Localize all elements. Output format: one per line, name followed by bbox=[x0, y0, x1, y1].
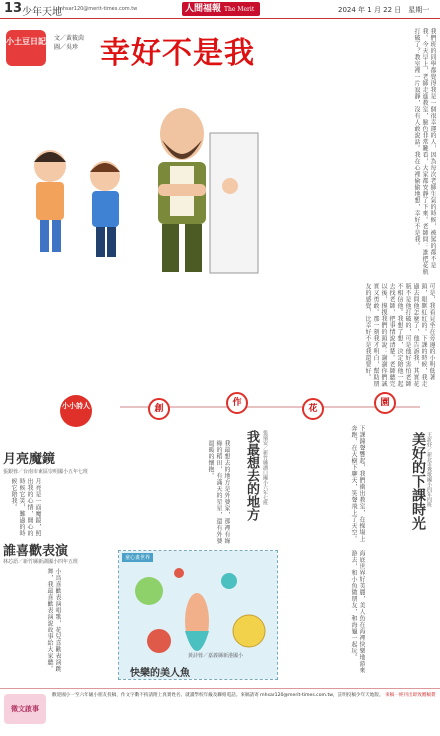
issue-date: 2024 年 1 月 22 日 星期一 bbox=[338, 6, 430, 14]
poem-like-body: 小鳥喜歡表演唱歌，花兒喜歡表演跳舞，我最喜歡表演說故事給大家聽。 bbox=[46, 568, 61, 672]
poem-place-byline: 張瑞安／新竹縣湖口國小六年七班 bbox=[262, 430, 268, 505]
poem-place-title: 我最想去的地方 bbox=[244, 430, 259, 521]
drawing-caption: 快樂的美人魚 bbox=[130, 668, 190, 679]
drawing-section-tag: 童心畫世界 bbox=[122, 553, 153, 562]
logo-chinese: 人間福報 bbox=[185, 4, 222, 14]
story-text-upper: 我們班的同學都覺得我是一個很幸運的人，因為每次老師生氣的時候，被罵的都不是我。今天早上，老師走進教室，臉色非常難看，大家都安靜了下來。老師問：誰把花瓶打破了？教室裡一片寂靜，沒有人敢說話。我在心裡偷偷地想，幸好不是我。 bbox=[413, 28, 436, 275]
poem-like-title: 誰喜歡表演 bbox=[3, 544, 69, 559]
story-byline: 文／黃筱茵 圖／吳珍 bbox=[54, 35, 91, 51]
diary-badge: 小土豆日記 bbox=[6, 30, 46, 66]
poem-moon-byline: 張銀蓉／台南市東區崇明國小五年七班 bbox=[3, 469, 89, 475]
logo-english: The Merit Times bbox=[182, 6, 255, 28]
poem-moon-body: 月亮是一面魔鏡，照出我的心情，開心的時候它笑，難過的時候它陪我。 bbox=[10, 478, 41, 537]
footer-notice bbox=[52, 692, 436, 699]
young-poets-badge: 小小詩人 bbox=[60, 395, 92, 427]
mermaid-drawing bbox=[118, 550, 278, 680]
story-text-lower: 可是，我看見坐在旁邊的小明低著頭，眼眶紅紅的。下課的時候，我走過去問他怎麼了，他告訴我，其實花瓶不是他打破的，可是他好害怕老師不相信他。我想了想，決定陪他一起去找老師，把事情說清楚。老師聽完以後，摸摸我們的頭說：謝謝你們誠實又勇敢。那一刻我才明白，幫助朋友的感覺，比幸好不是我還要好。 bbox=[364, 283, 435, 387]
garden-chip-2: 作 bbox=[226, 392, 248, 414]
section-email: mhsar120@merit-times.com.tw bbox=[58, 6, 138, 12]
footer-highlight: 來稿一經刊出即致贈稿費 bbox=[385, 693, 436, 698]
poem-moon-title: 月亮魔鏡 bbox=[3, 452, 56, 467]
poem-time-title: 美好的下課時光 bbox=[410, 432, 426, 530]
story-title: 幸好不是我 bbox=[100, 36, 255, 71]
page-number: 13 bbox=[4, 1, 23, 16]
poem-like-byline: 林芯語／新竹縣新湖國小四年五班 bbox=[3, 559, 79, 565]
garden-chip-4: 園 bbox=[374, 392, 396, 414]
footer-notice-text: 歡迎國小一至六年級小朋友投稿，作文字數不拘請附上真實姓名、就讀學校年級及聯絡電話。來稿請寄 mhsar120@merit-times.com.tw，註明投稿少年天地版。 bbox=[52, 693, 384, 698]
garden-chip-3: 花 bbox=[302, 398, 324, 420]
poem-time-byline: 王訢妤／新北市鶯歌國小四年四班 bbox=[426, 432, 432, 507]
call-for-entries-badge: 徵文啟事 bbox=[4, 694, 46, 724]
newspaper-logo bbox=[182, 2, 260, 28]
garden-chip-1: 創 bbox=[148, 398, 170, 420]
poem-time-body: 下課鐘聲響起，我們衝出教室，在操場上奔跑，在大樹下聊天，笑聲飛上了天空。 bbox=[350, 425, 365, 542]
drawing-side-text: 海底世界好美麗，美人魚在海裡快樂地游來游去，和小魚做朋友，和海龜一起玩。 bbox=[350, 550, 365, 674]
drawing-byline: 黃詩蓉／嘉義縣新港國小 bbox=[188, 653, 244, 659]
poem-place-body: 我最想去的地方是外婆家，那裡有綠綠的稻田，有滿天的星星，還有外婆溫暖的懷抱。 bbox=[207, 440, 230, 544]
section-title: 少年天地 bbox=[22, 7, 62, 18]
story-illustration bbox=[10, 78, 270, 278]
